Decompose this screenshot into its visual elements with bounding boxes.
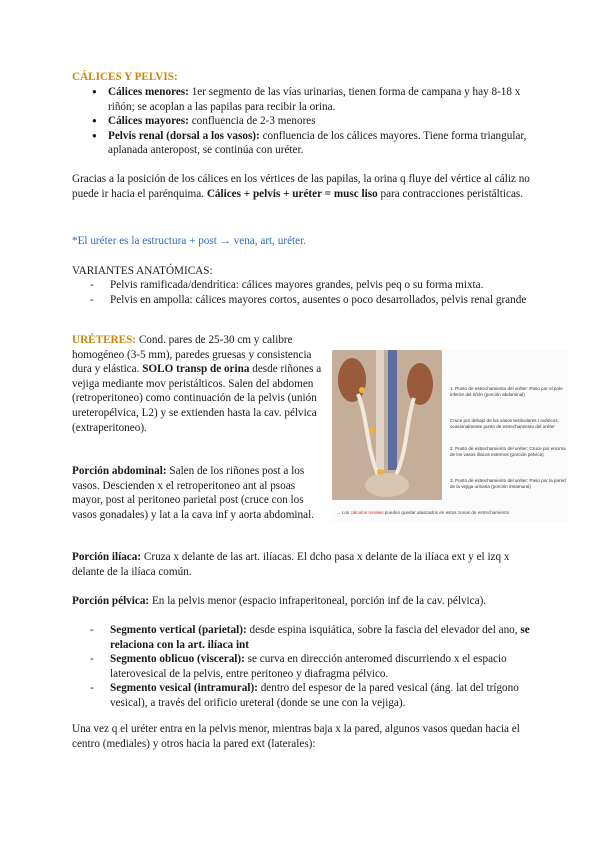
porcion-abdominal [72, 464, 328, 522]
section-heading: Porción pélvica: [72, 595, 150, 607]
calices-paragraph [72, 172, 532, 201]
term: Segmento vertical (parietal): [110, 624, 247, 636]
definition: dentro del espesor de la pared vesical (áng. lat del trígono vesical), a través del orificio ureteral (donde se une con la vejiga). [110, 682, 519, 709]
list-item [88, 623, 538, 652]
variantes-list [88, 278, 534, 307]
paragraph-bold: SOLO transp de orina [142, 363, 250, 376]
figure-caption [336, 506, 509, 521]
caption-text: pueden quedar atascados en estos zonas de estrechamiento [383, 510, 510, 515]
list-item [88, 681, 538, 710]
figure-label-2: Cruce por debajo de los vasos testiculares / ováricos, ocasionalmente punto de estrechamiento del uréter [450, 418, 559, 429]
term: Cálices menores: [108, 86, 189, 98]
figure-label-1: 1. Punto de estrechamiento del uréter: Paso por el polo inferior del riñón (porción abdominal) [450, 386, 563, 397]
list-item [92, 129, 532, 158]
term: Pelvis renal (dorsal a los vasos): [108, 129, 260, 142]
paragraph-text: desde riñones a vejiga mediante mov peristálticos. Salen del abdomen (retroperitoneo) como continuación de la pelvis (unión ureteropélvica, L2) y se extienden hasta la cav. pélvica (extraperitoneo). [72, 363, 322, 434]
definition: desde espina isquiática, sobre la fascia del elevador del ano, [246, 624, 521, 636]
caption-arrow: → Los [336, 510, 351, 515]
ureteres-title: URÉTERES: [72, 334, 137, 346]
paragraph-bold: Cálices + pelvis + uréter = musc liso [206, 187, 378, 200]
definition-bold: se relaciona con la art. ilíaca int [110, 624, 530, 651]
term: Segmento vesical (intramural): [110, 682, 258, 695]
closing-paragraph: Una vez q el uréter entra en la pelvis menor, mientras baja x la pared, algunos vasos quedan hacia el centro (mediales) y otros hacia la pared ext (laterales): [72, 723, 520, 750]
list-item: - Pelvis en ampolla: cálices mayores cortos, ausentes o poco desarrollados, pelvis renal grande [88, 293, 534, 308]
list-item [88, 652, 538, 681]
paragraph-text: Gracias a la posición de los cálices en los vértices de las papilas, la orina q fluye del vértice al cáliz no puede ir hacia el parénquima. [72, 173, 530, 200]
porcion-iliaca [72, 550, 542, 579]
ureter-anatomy-figure [332, 350, 568, 522]
anatomy-illustration [332, 350, 442, 500]
ureteres-intro [72, 333, 328, 435]
figure-label-4: 3. Punto de estrechamiento del uréter: Paso por la pared de la vejiga urinaria (porción intramural) [450, 478, 566, 489]
paragraph-text-end: para contracciones peristálticas. [377, 187, 524, 200]
segmentos-list [88, 623, 538, 711]
paragraph-text: Cond. pares de 25-30 cm y calibre homogéneo (3-5 mm), paredes gruesas y consistencia dura y elástica. [72, 334, 312, 376]
section-heading: Porción ilíaca: [72, 551, 142, 563]
ureter-note: *El uréter es la estructura + post → vena, art, uréter. [72, 235, 307, 247]
porcion-pelvica [72, 594, 542, 609]
calices-title: CÁLICES Y PELVIS: [72, 71, 178, 83]
paragraph-text: Cruza x delante de las art. ilíacas. El dcho pasa x delante de la ilíaca ext y el izq x delante de la ilíaca común. [72, 551, 510, 578]
term: Cálices mayores: [108, 115, 189, 128]
figure-label-3: 2. Punto de estrechamiento del uréter: Cruce por encima de los vasos ilíacos externos (porción pélvica) [450, 446, 566, 457]
definition: se curva en dirección anteromed discurriendo x el espacio laterovesical de la pelvis, entre peritoneo y diafragma pélvico. [110, 653, 507, 680]
paragraph-text: En la pelvis menor (espacio infraperitoneal, porción inf de la cav. pélvica). [149, 595, 487, 607]
caption-highlight: cálculos renales [350, 510, 384, 515]
definition: 1er segmento de las vías urinarias, tienen forma de campana y hay 8-18 x riñón; se acoplan a las papilas para recibir la orina. [108, 86, 521, 113]
variantes-title: VARIANTES ANATÓMICAS: [72, 265, 213, 277]
list-item: - Pelvis ramificada/dendrítica: cálices mayores grandes, pelvis peq o su forma mixta. [88, 278, 534, 293]
term: Segmento oblicuo (visceral): [110, 653, 245, 666]
list-item [92, 114, 532, 129]
list-item [92, 85, 532, 114]
paragraph-text: Salen de los riñones post a los vasos. Descienden x el retroperitoneo ant al psoas mayor, post al peritoneo parietal post (cruce con los vasos gonadales) y lat a la cava inf y aorta abdominal. [72, 465, 314, 521]
calices-list [92, 85, 532, 158]
ureter-drawing [332, 350, 442, 500]
definition: confluencia de los cálices mayores. Tiene forma triangular, aplanada anteropost, se continúa con uréter. [108, 129, 527, 157]
definition: confluencia de 2-3 menores [188, 115, 316, 128]
section-heading: Porción abdominal: [72, 465, 167, 477]
